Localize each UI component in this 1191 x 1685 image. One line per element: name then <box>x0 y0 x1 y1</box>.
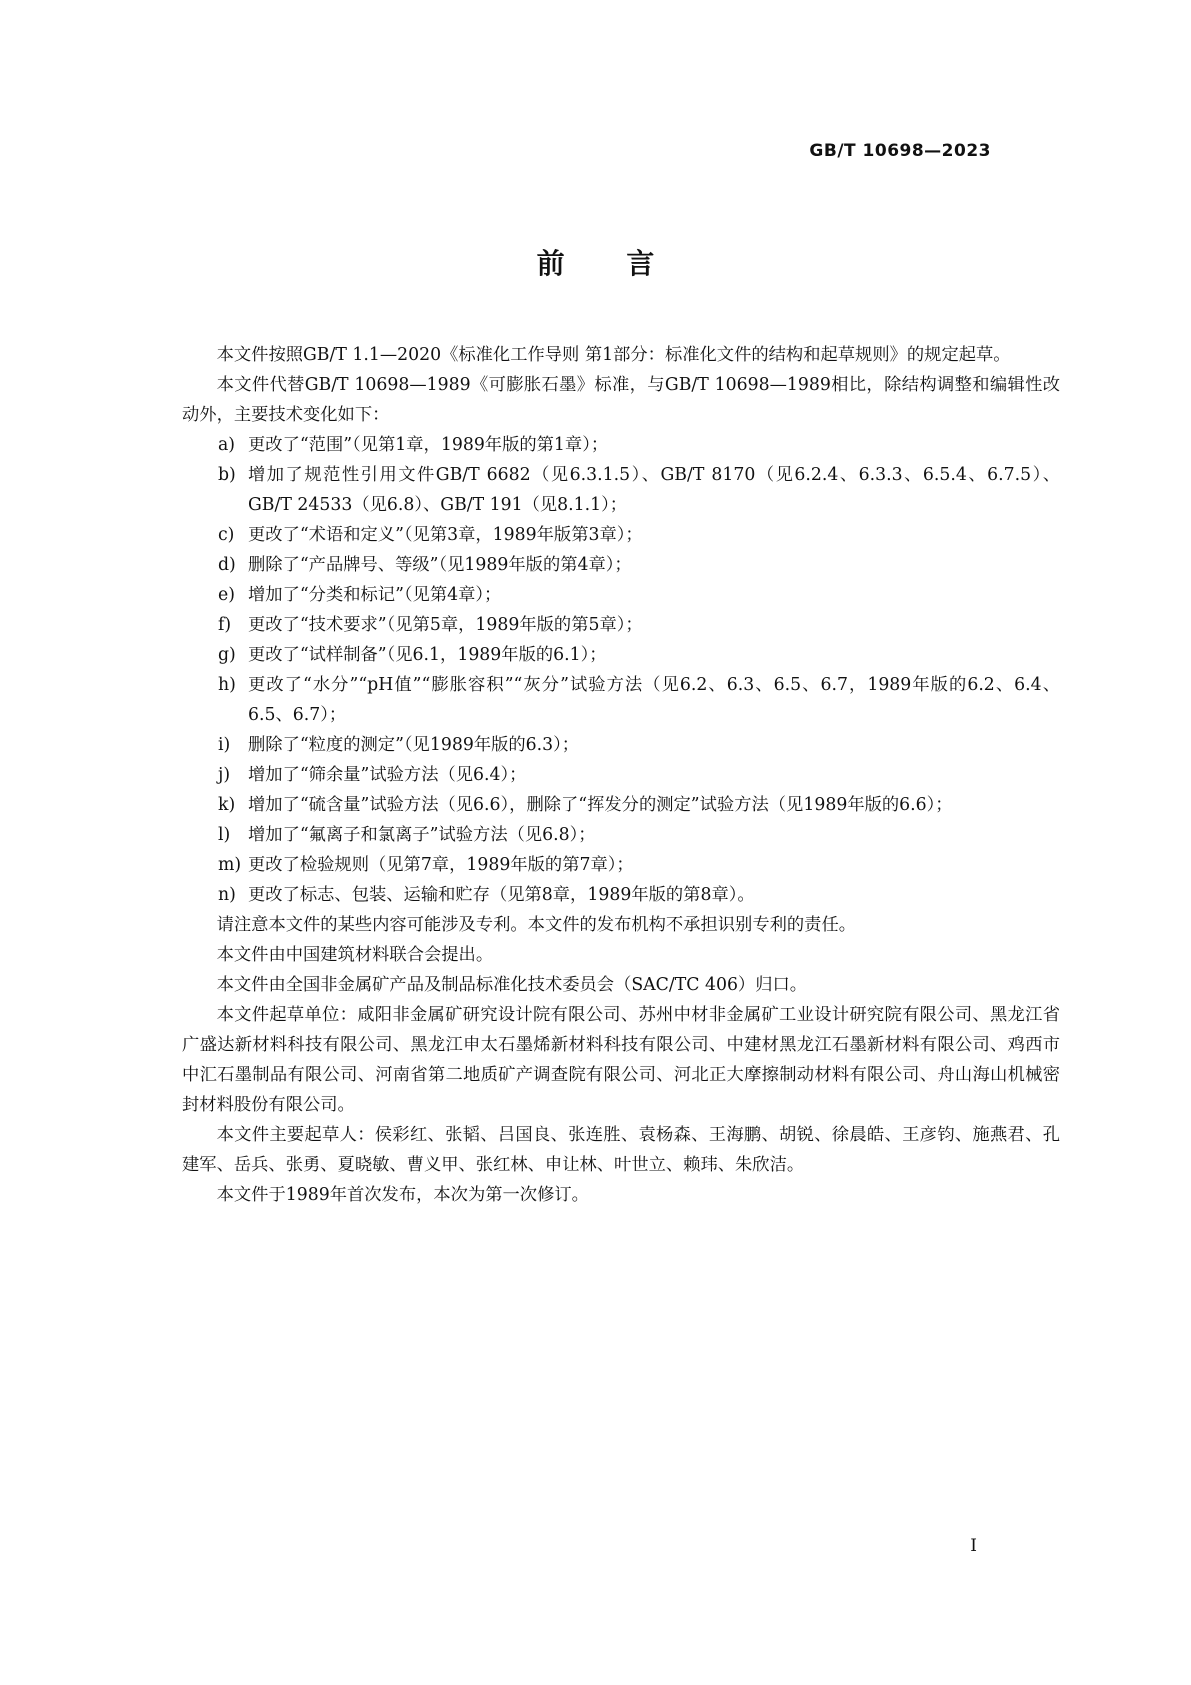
list-marker: k) <box>218 795 236 815</box>
page-number: I <box>970 1536 977 1556</box>
list-item-text: 更改了标志、包装、运输和贮存（见第8章，1989年版的第8章）。 <box>248 885 755 905</box>
list-item <box>182 760 1060 790</box>
list-item-text: 增加了规范性引用文件GB/T 6682（见6.3.1.5）、GB/T 8170（见6.2.4、6.3.3、6.5.4、6.7.5）、GB/T 24533（见6.8）、GB/T 191（见8.1.1）； <box>248 465 1060 515</box>
list-marker: f) <box>218 615 232 635</box>
list-item <box>182 520 1060 550</box>
change-list <box>182 430 1060 910</box>
list-marker: d) <box>218 555 236 575</box>
list-item-text: 更改了“水分”“pH值”“膨胀容积”“灰分”试验方法（见6.2、6.3、6.5、6.7，1989年版的6.2、6.4、6.5、6.7）； <box>248 675 1060 725</box>
list-item-text: 删除了“粒度的测定”（见1989年版的6.3）； <box>248 735 580 755</box>
list-marker: e) <box>218 585 235 605</box>
committee-statement: 本文件由全国非金属矿产品及制品标准化技术委员会（SAC/TC 406）归口。 <box>216 975 808 995</box>
list-item <box>182 880 1060 910</box>
list-marker: l) <box>218 825 231 845</box>
proposer-statement: 本文件由中国建筑材料联合会提出。 <box>216 945 494 965</box>
list-item-text: 删除了“产品牌号、等级”（见1989年版的第4章）； <box>248 555 632 575</box>
list-item <box>182 430 1060 460</box>
publication-history: 本文件于1989年首次发布，本次为第一次修订。 <box>216 1185 589 1205</box>
list-item <box>182 850 1060 880</box>
drafting-units: 本文件起草单位：咸阳非金属矿研究设计院有限公司、苏州中材非金属矿工业设计研究院有限公司、黑龙江省广盛达新材料科技有限公司、黑龙江申太石墨烯新材料科技有限公司、中建材黑龙江石墨新材料有限公司、鸡西市中汇石墨制品有限公司、河南省第二地质矿产调查院有限公司、河北正大摩擦制动材料有限公司、舟山海山机械密封材料股份有限公司。 <box>182 1005 1060 1115</box>
list-item <box>182 730 1060 760</box>
list-item <box>182 670 1060 730</box>
page-title: 前 言 <box>536 247 655 280</box>
list-item-text: 增加了“分类和标记”（见第4章）； <box>248 585 502 605</box>
list-item <box>182 610 1060 640</box>
list-item-text: 更改了“术语和定义”（见第3章，1989年版第3章）； <box>248 525 643 545</box>
list-marker: i) <box>218 735 231 755</box>
list-item <box>182 640 1060 670</box>
list-marker: h) <box>218 675 236 695</box>
list-item <box>182 550 1060 580</box>
list-item <box>182 580 1060 610</box>
list-item <box>182 790 1060 820</box>
list-item-text: 更改了“范围”（见第1章，1989年版的第1章）； <box>248 435 609 455</box>
paragraph: 本文件代替GB/T 10698—1989《可膨胀石墨》标准，与GB/T 10698—1989相比，除结构调整和编辑性改动外，主要技术变化如下： <box>182 375 1060 425</box>
list-marker: c) <box>218 525 235 545</box>
list-item-text: 更改了检验规则（见第7章，1989年版的第7章）； <box>248 855 634 875</box>
preface-body <box>182 340 1060 1210</box>
list-marker: b) <box>218 465 236 485</box>
list-marker: m) <box>218 855 242 875</box>
paragraph: 本文件按照GB/T 1.1—2020《标准化工作导则 第1部分：标准化文件的结构和起草规则》的规定起草。 <box>216 345 1011 365</box>
drafters: 本文件主要起草人：侯彩红、张韬、吕国良、张连胜、袁杨森、王海鹏、胡锐、徐晨皓、王彦钧、施燕君、孔建军、岳兵、张勇、夏晓敏、曹义甲、张红林、申让林、叶世立、赖玮、朱欣洁。 <box>182 1125 1060 1175</box>
patent-notice: 请注意本文件的某些内容可能涉及专利。本文件的发布机构不承担识别专利的责任。 <box>216 915 857 935</box>
list-item-text: 更改了“技术要求”（见第5章，1989年版的第5章）； <box>248 615 643 635</box>
list-item-text: 增加了“硫含量”试验方法（见6.6），删除了“挥发分的测定”试验方法（见1989年版的6.6）； <box>248 795 953 815</box>
list-item <box>182 460 1060 520</box>
list-marker: g) <box>218 645 236 665</box>
list-marker: n) <box>218 885 236 905</box>
list-marker: a) <box>218 435 236 455</box>
list-marker: j) <box>218 765 231 785</box>
list-item-text: 增加了“筛余量”试验方法（见6.4）； <box>248 765 527 785</box>
list-item-text: 更改了“试样制备”（见6.1，1989年版的6.1）； <box>248 645 607 665</box>
list-item-text: 增加了“氟离子和氯离子”试验方法（见6.8）； <box>248 825 596 845</box>
list-item <box>182 820 1060 850</box>
standard-number: GB/T 10698—2023 <box>809 141 991 161</box>
